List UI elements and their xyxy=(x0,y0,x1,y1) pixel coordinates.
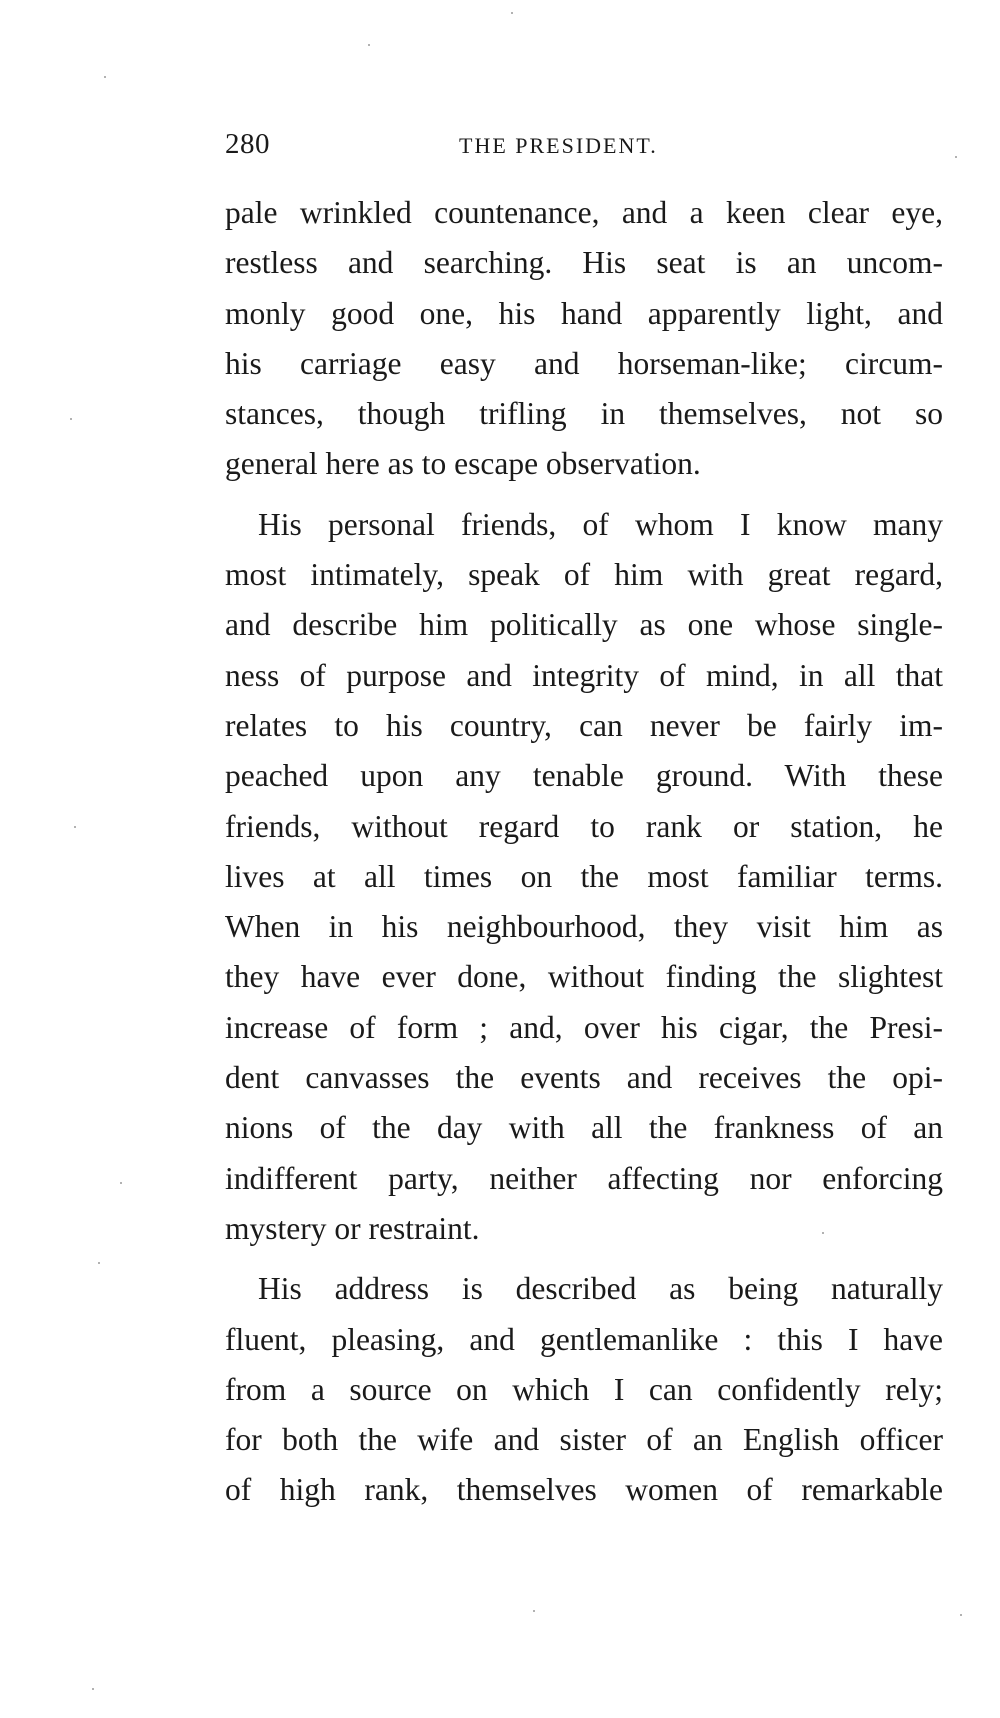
paper-speck xyxy=(74,826,76,828)
text-line: friends, without regard to rank or station, he xyxy=(225,808,943,844)
text-line: of high rank, themselves women of remarkable xyxy=(225,1472,943,1508)
text-line: monly good one, his hand apparently light, and xyxy=(225,295,943,331)
paragraph xyxy=(225,500,943,1254)
text-line: When in his neighbourhood, they visit him as xyxy=(225,909,943,945)
paper-speck xyxy=(960,1614,962,1616)
text-line: relates to his country, can never be fairly im- xyxy=(225,707,943,743)
text-line: ness of purpose and integrity of mind, in all that xyxy=(225,657,943,693)
text-line: His personal friends, of whom I know many xyxy=(258,506,943,542)
text-line: mystery or restraint. xyxy=(225,1210,480,1246)
paper-speck xyxy=(98,1262,100,1264)
text-line: his carriage easy and horseman-like; circum- xyxy=(225,345,943,381)
text-line: increase of form ; and, over his cigar, the Presi- xyxy=(225,1009,943,1045)
text-line: nions of the day with all the frankness of an xyxy=(225,1110,943,1146)
paper-speck xyxy=(511,12,513,14)
paper-speck xyxy=(822,1232,824,1234)
text-line: indifferent party, neither affecting nor enforcing xyxy=(225,1160,943,1196)
running-head xyxy=(225,128,945,168)
paper-speck xyxy=(92,1688,94,1690)
text-line: from a source on which I can confidently rely; xyxy=(225,1371,943,1407)
paragraph xyxy=(225,188,943,490)
paper-speck xyxy=(120,1182,122,1184)
text-line: His address is described as being naturally xyxy=(258,1271,943,1307)
page-number: 280 xyxy=(225,128,270,160)
paper-speck xyxy=(104,76,106,78)
paper-speck xyxy=(955,156,957,158)
paper-speck xyxy=(70,418,72,420)
running-title: THE PRESIDENT. xyxy=(459,133,658,158)
paper-speck xyxy=(368,44,370,46)
paper-speck xyxy=(533,1610,535,1612)
paragraph xyxy=(225,1264,943,1515)
text-line: stances, though trifling in themselves, not so xyxy=(225,396,943,432)
text-line: and describe him politically as one whose single- xyxy=(225,607,943,643)
text-line: lives at all times on the most familiar terms. xyxy=(225,858,943,894)
text-line: most intimately, speak of him with great regard, xyxy=(225,557,943,593)
text-line: general here as to escape observation. xyxy=(225,446,701,482)
body-text xyxy=(225,188,943,1516)
text-line: they have ever done, without finding the slightest xyxy=(225,959,943,995)
text-line: fluent, pleasing, and gentlemanlike : this I have xyxy=(225,1321,943,1357)
text-line: pale wrinkled countenance, and a keen clear eye, xyxy=(225,195,943,230)
text-line: for both the wife and sister of an English officer xyxy=(225,1422,943,1458)
text-line: peached upon any tenable ground. With these xyxy=(225,758,943,794)
text-line: restless and searching. His seat is an uncom- xyxy=(225,245,943,281)
text-line: dent canvasses the events and receives the opi- xyxy=(225,1060,943,1096)
